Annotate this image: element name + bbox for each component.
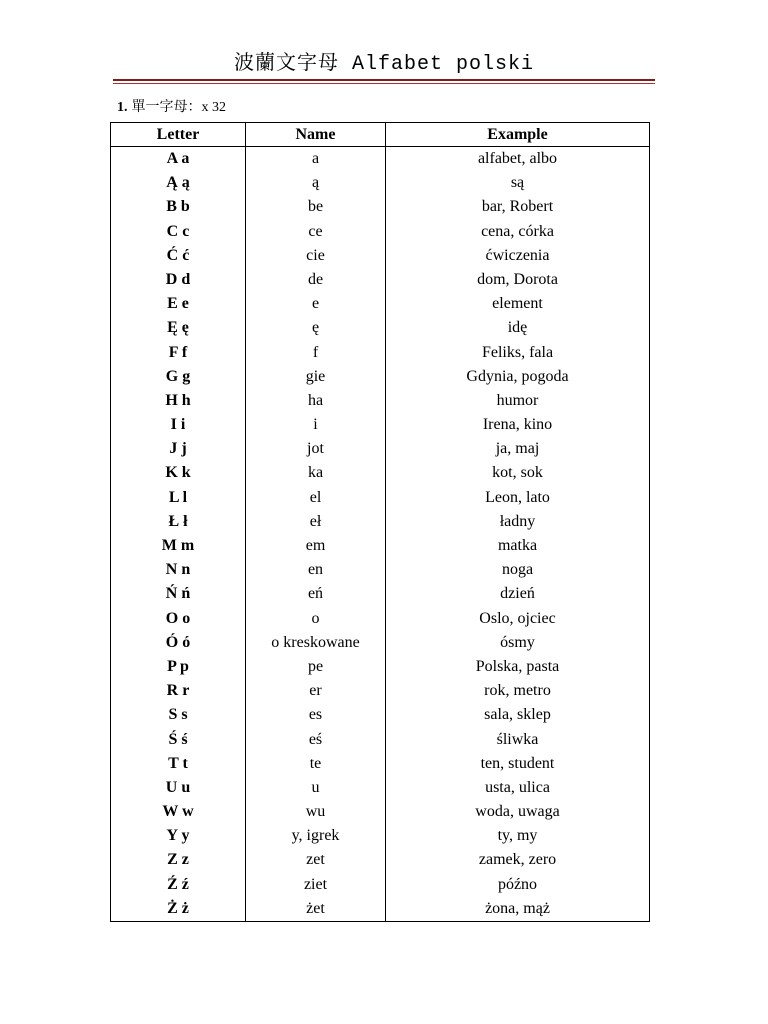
example-cell: ćwiczenia xyxy=(485,246,550,264)
table-row xyxy=(111,341,649,365)
table-row xyxy=(111,655,649,679)
letter-cell: F f xyxy=(111,341,246,365)
example-cell: ten, student xyxy=(480,754,555,772)
name-cell: eń xyxy=(246,582,386,606)
table-row xyxy=(111,558,649,582)
table-row xyxy=(111,534,649,558)
example-cell: ty, my xyxy=(497,827,538,845)
letter-cell: A a xyxy=(111,147,246,171)
table-row xyxy=(111,365,649,389)
name-cell: wu xyxy=(246,800,386,824)
example-cell: element xyxy=(492,295,543,313)
letter-cell: Ć ć xyxy=(111,244,246,268)
name-cell: jot xyxy=(246,437,386,461)
table-row xyxy=(111,268,649,292)
name-cell: o xyxy=(246,607,386,631)
example-cell: śliwka xyxy=(496,730,539,748)
letter-cell: N n xyxy=(111,558,246,582)
name-cell: es xyxy=(246,703,386,727)
example-cell: Gdynia, pogoda xyxy=(466,367,569,385)
name-cell: zet xyxy=(246,848,386,872)
table-row xyxy=(111,824,649,848)
table-row xyxy=(111,437,649,461)
name-cell: de xyxy=(246,268,386,292)
example-cell: noga xyxy=(501,561,534,579)
name-cell: ę xyxy=(246,316,386,340)
table-row xyxy=(111,389,649,413)
example-cell: dom, Dorota xyxy=(477,270,558,288)
example-cell: ja, maj xyxy=(495,440,540,458)
letter-cell: Ą ą xyxy=(111,171,246,195)
name-cell: el xyxy=(246,486,386,510)
example-cell: woda, uwaga xyxy=(475,803,560,821)
letter-cell: J j xyxy=(111,437,246,461)
name-cell: eł xyxy=(246,510,386,534)
header-letter: Letter xyxy=(111,123,246,146)
table-row xyxy=(111,752,649,776)
page-title: 波蘭文字母 Alfabet polski xyxy=(233,53,535,76)
letter-cell: L l xyxy=(111,486,246,510)
table-row xyxy=(111,679,649,703)
letter-cell: R r xyxy=(111,679,246,703)
name-cell: o kreskowane xyxy=(246,631,386,655)
letter-cell: D d xyxy=(111,268,246,292)
letter-cell: Ź ź xyxy=(111,873,246,897)
name-cell: pe xyxy=(246,655,386,679)
example-cell: bar, Robert xyxy=(481,198,554,216)
table-row xyxy=(111,486,649,510)
title-rule-top xyxy=(113,79,655,81)
name-cell: te xyxy=(246,752,386,776)
letter-cell: Ł ł xyxy=(111,510,246,534)
letter-cell: Y y xyxy=(111,824,246,848)
example-cell: późno xyxy=(497,875,538,893)
example-cell: zamek, zero xyxy=(478,851,557,869)
letter-cell: B b xyxy=(111,195,246,219)
letter-cell: C c xyxy=(111,220,246,244)
letter-cell: E e xyxy=(111,292,246,316)
letter-cell: Ż ż xyxy=(111,897,246,921)
letter-cell: Ę ę xyxy=(111,316,246,340)
section-heading xyxy=(117,99,226,117)
example-cell: humor xyxy=(496,391,539,409)
table-row xyxy=(111,171,649,195)
table-row xyxy=(111,582,649,606)
name-cell: żet xyxy=(246,897,386,921)
example-cell: rok, metro xyxy=(484,682,551,700)
example-cell: są xyxy=(510,174,525,192)
table-row xyxy=(111,292,649,316)
name-cell: gie xyxy=(246,365,386,389)
name-cell: em xyxy=(246,534,386,558)
table-row xyxy=(111,873,649,897)
example-cell: żona, mąż xyxy=(485,899,550,917)
table-row xyxy=(111,728,649,752)
section-label: 單一字母：x 32 xyxy=(131,100,226,115)
letter-cell: K k xyxy=(111,461,246,485)
letter-cell: H h xyxy=(111,389,246,413)
name-cell: u xyxy=(246,776,386,800)
name-cell: be xyxy=(246,195,386,219)
table-row xyxy=(111,607,649,631)
name-cell: en xyxy=(246,558,386,582)
name-cell: e xyxy=(246,292,386,316)
letter-cell: I i xyxy=(111,413,246,437)
example-cell: alfabet, albo xyxy=(477,150,558,167)
table-row xyxy=(111,195,649,219)
alphabet-table xyxy=(110,122,650,922)
letter-cell: O o xyxy=(111,607,246,631)
table-row xyxy=(111,848,649,872)
letter-cell: G g xyxy=(111,365,246,389)
name-cell: ka xyxy=(246,461,386,485)
example-cell: matka xyxy=(497,537,538,554)
letter-cell: S s xyxy=(111,703,246,727)
letter-cell: U u xyxy=(111,776,246,800)
name-cell: ziet xyxy=(246,873,386,897)
example-cell: sala, sklep xyxy=(484,706,551,724)
name-cell: i xyxy=(246,413,386,437)
name-cell: ha xyxy=(246,389,386,413)
example-cell: Polska, pasta xyxy=(475,657,560,675)
table-row xyxy=(111,897,649,921)
letter-cell: M m xyxy=(111,534,246,558)
example-cell: ładny xyxy=(499,512,536,530)
letter-cell: W w xyxy=(111,800,246,824)
name-cell: er xyxy=(246,679,386,703)
letter-cell: Ó ó xyxy=(111,631,246,655)
example-cell: cena, córka xyxy=(481,222,554,240)
table-row xyxy=(111,220,649,244)
example-cell: Feliks, fala xyxy=(481,343,554,361)
table-row xyxy=(111,631,649,655)
letter-cell: Ś ś xyxy=(111,728,246,752)
table-row xyxy=(111,147,649,171)
letter-cell: T t xyxy=(111,752,246,776)
table-row xyxy=(111,703,649,727)
letter-cell: Z z xyxy=(111,848,246,872)
letter-cell: Ń ń xyxy=(111,582,246,606)
example-cell: Irena, kino xyxy=(482,416,553,434)
section-number: 1. xyxy=(117,100,128,115)
name-cell: ą xyxy=(246,171,386,195)
table-row xyxy=(111,776,649,800)
example-cell: idę xyxy=(507,319,528,337)
table-row xyxy=(111,800,649,824)
example-cell: Leon, lato xyxy=(485,488,550,506)
header-name: Name xyxy=(246,123,386,146)
name-cell: a xyxy=(246,147,386,171)
header-example: Example xyxy=(487,126,548,143)
name-cell: y, igrek xyxy=(246,824,386,848)
example-cell: ósmy xyxy=(500,633,535,651)
title-rule-bottom xyxy=(113,83,655,84)
letter-cell: P p xyxy=(111,655,246,679)
table-body xyxy=(111,147,649,921)
example-cell: usta, ulica xyxy=(485,778,550,796)
table-row xyxy=(111,461,649,485)
name-cell: ce xyxy=(246,220,386,244)
example-cell: dzień xyxy=(500,585,535,603)
table-row xyxy=(111,413,649,437)
name-cell: f xyxy=(246,341,386,365)
table-header-row xyxy=(111,123,649,147)
table-row xyxy=(111,244,649,268)
table-row xyxy=(111,316,649,340)
name-cell: eś xyxy=(246,728,386,752)
name-cell: cie xyxy=(246,244,386,268)
example-cell: kot, sok xyxy=(492,464,543,482)
example-cell: Oslo, ojciec xyxy=(479,609,556,627)
table-row xyxy=(111,510,649,534)
